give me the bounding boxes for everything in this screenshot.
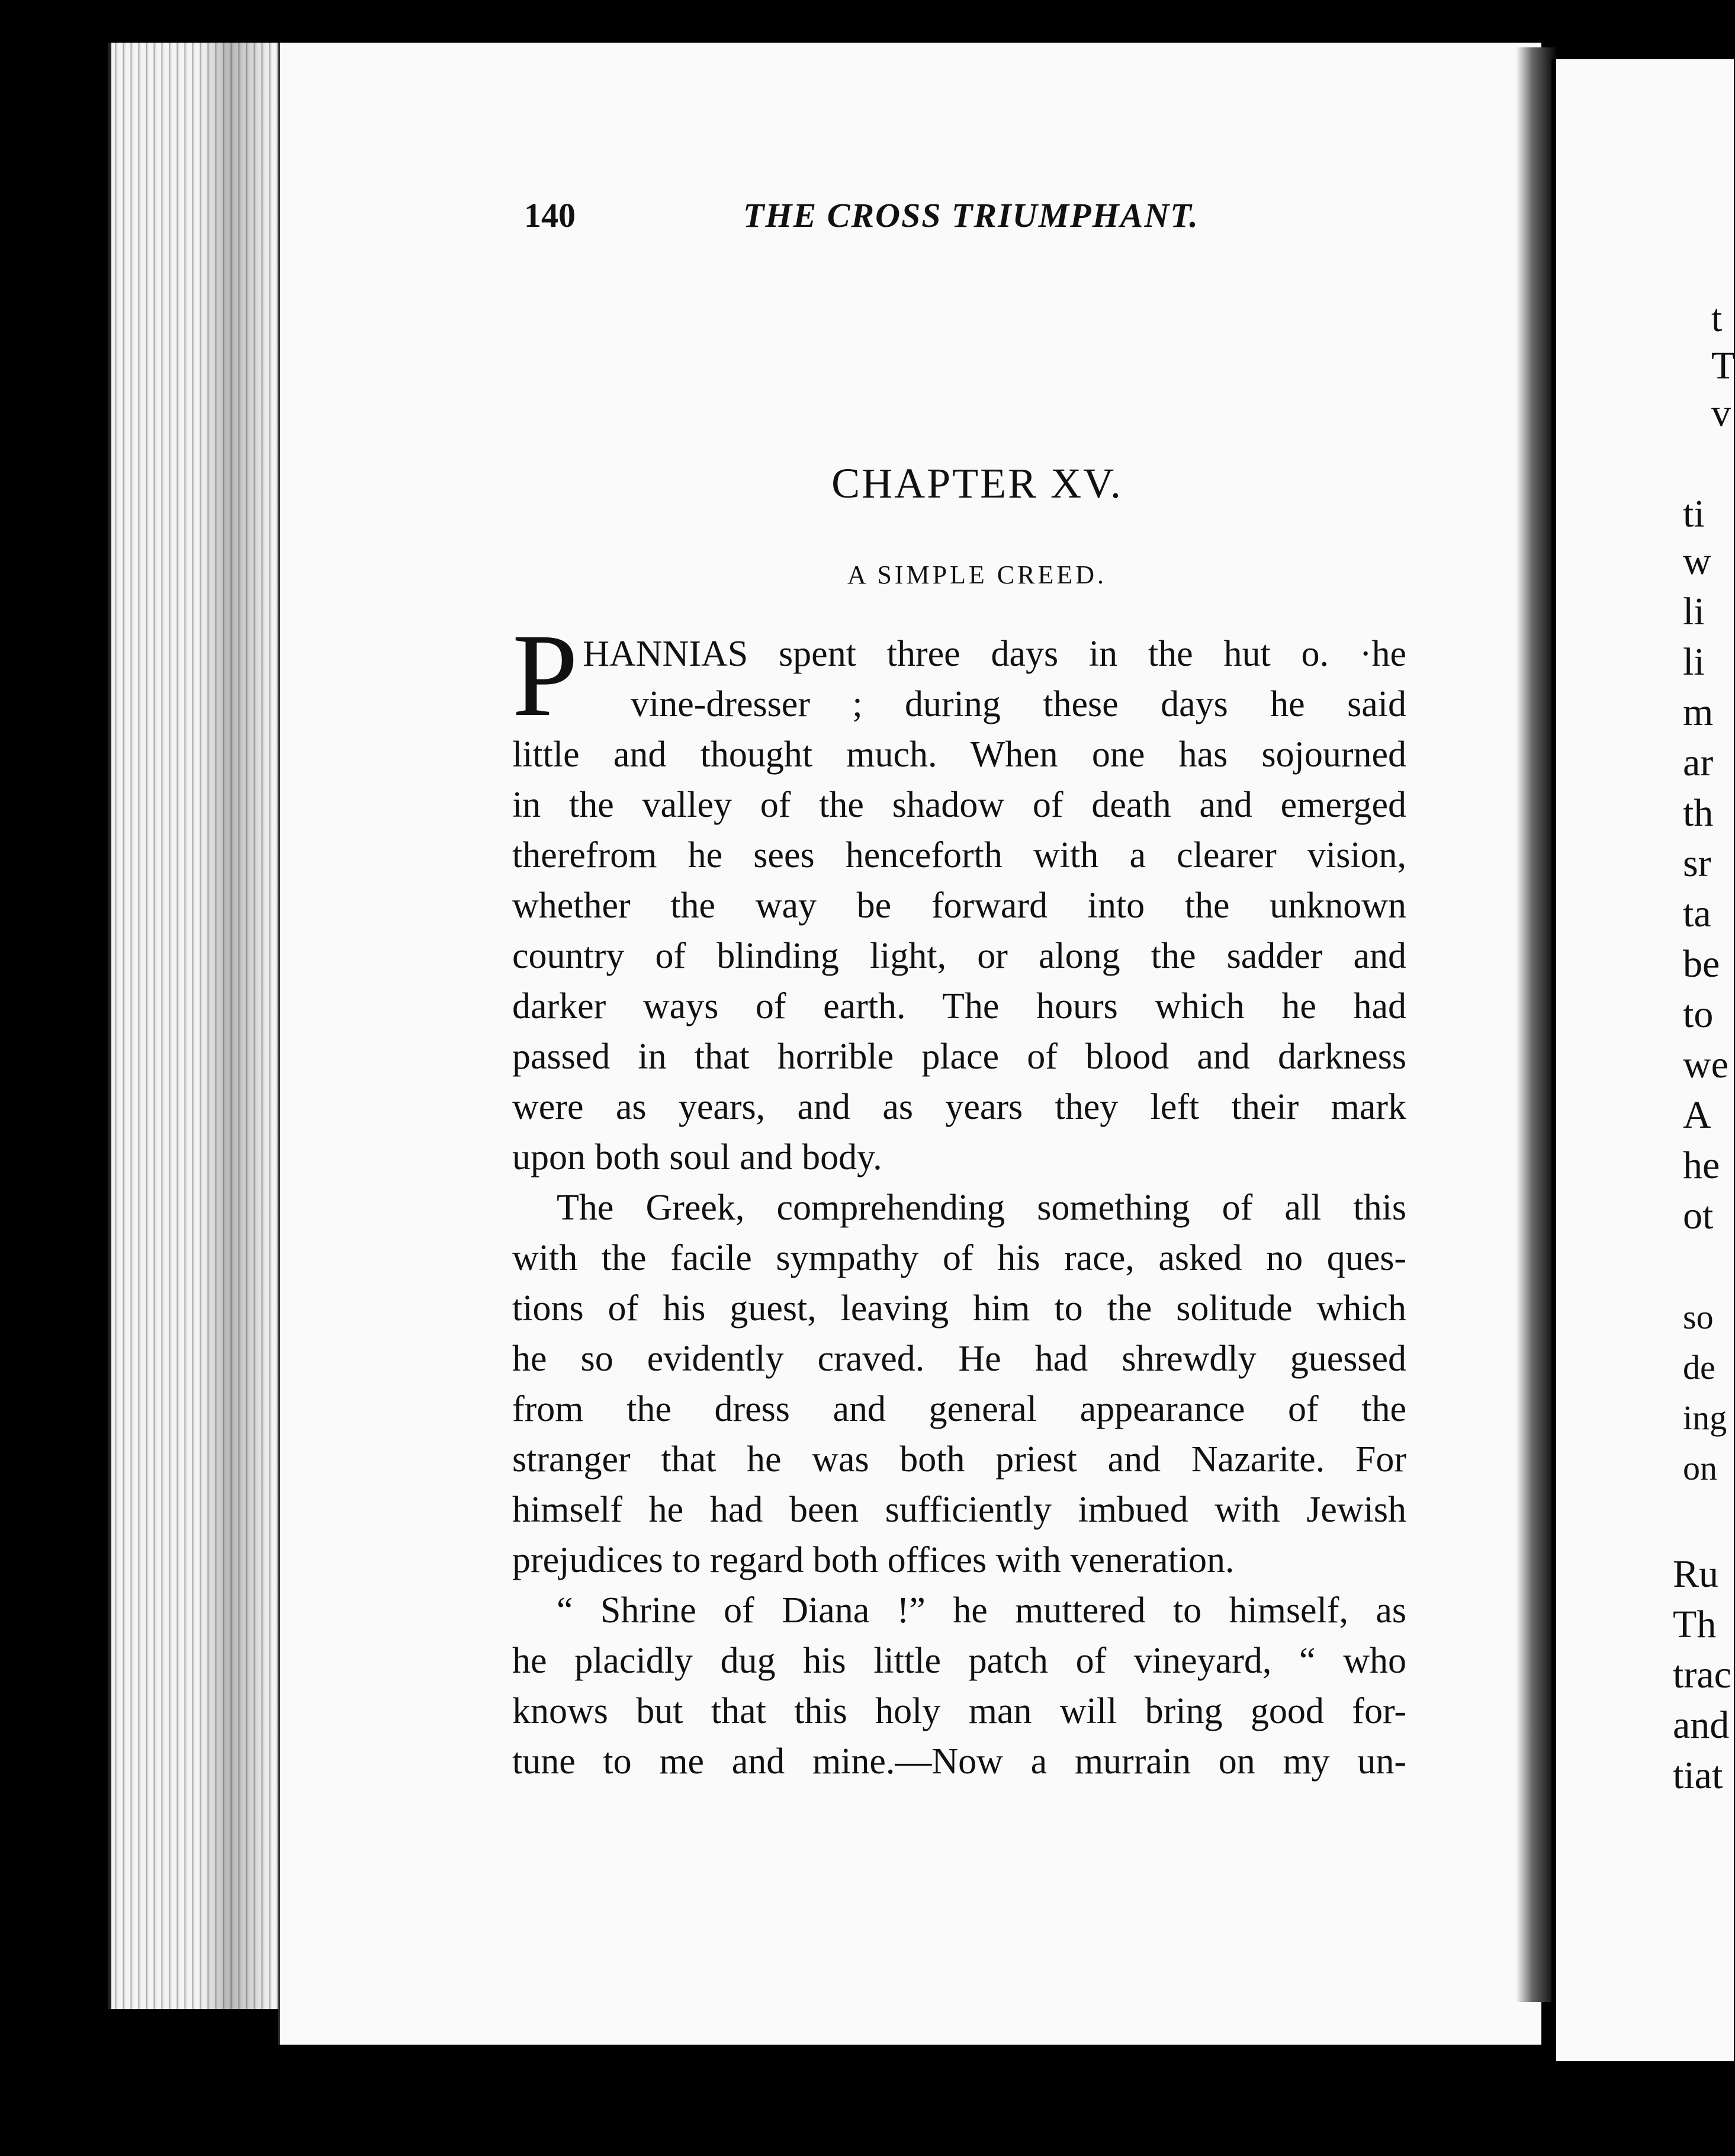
facing-page-fragment: m: [1683, 691, 1714, 734]
page-number: 140: [524, 196, 576, 235]
facing-page-fragment: th: [1683, 791, 1714, 835]
facing-page-fragment: so: [1683, 1298, 1714, 1336]
text-line: prejudices to regard both offices with veneration.: [512, 1540, 1235, 1580]
drop-cap: P: [512, 610, 579, 741]
text-line: country of blinding light, or along the sadder and: [512, 936, 1406, 976]
facing-page-fragment: sr: [1683, 842, 1711, 885]
paragraph-1: [512, 610, 1406, 1183]
facing-page-fragment: be: [1683, 942, 1720, 986]
text-line: tions of his guest, leaving him to the solitude which: [512, 1288, 1406, 1329]
facing-page-fragment: and: [1673, 1703, 1730, 1747]
running-title: THE CROSS TRIUMPHANT.: [743, 196, 1199, 235]
facing-page-fragment: de: [1683, 1348, 1715, 1387]
text-line: he placidly dug his little patch of vineyard, “ who: [512, 1641, 1406, 1681]
text-line: vine-dresser ; during these days he said: [631, 684, 1406, 724]
facing-page-fragment: ti: [1683, 492, 1705, 535]
text-line: whether the way be forward into the unknown: [512, 886, 1406, 926]
chapter-subtitle: A SIMPLE CREED.: [847, 560, 1107, 589]
text-line: tune to me and mine.—Now a murrain on my un-: [512, 1741, 1406, 1782]
text-line: knows but that this holy man will bring good for-: [512, 1691, 1406, 1731]
facing-page-fragment: T: [1711, 344, 1735, 387]
text-line: upon both soul and body.: [512, 1137, 882, 1178]
text-line: therefrom he sees henceforth with a clearer vision,: [512, 835, 1406, 875]
facing-page-fragment: Ru: [1673, 1552, 1719, 1596]
facing-page-fragment: to: [1683, 993, 1714, 1036]
facing-page-fragment: ot: [1683, 1194, 1714, 1237]
text-line: The Greek, comprehending something of all this: [557, 1188, 1406, 1228]
facing-page-fragment: ar: [1683, 741, 1714, 784]
text-line: himself he had been sufficiently imbued with Jewish: [512, 1490, 1406, 1530]
edge-shadow: [201, 43, 272, 2009]
text-line: he so evidently craved. He had shrewdly guessed: [512, 1339, 1406, 1379]
facing-page-fragment: li: [1683, 640, 1705, 684]
text-line: in the valley of the shadow of death and emerged: [512, 785, 1406, 825]
text-line: little and thought much. When one has sojourned: [512, 734, 1406, 775]
facing-page-fragment: Th: [1673, 1603, 1717, 1646]
facing-page-fragment: on: [1683, 1449, 1717, 1487]
facing-page-fragment: w: [1683, 540, 1711, 583]
paragraph-2: [512, 1183, 1406, 1586]
facing-page-fragment: tiat: [1673, 1754, 1723, 1797]
facing-page-fragment: ta: [1683, 892, 1711, 935]
text-line: darker ways of earth. The hours which he had: [512, 986, 1406, 1026]
text-line: were as years, and as years they left their mark: [512, 1087, 1406, 1127]
chapter-title: CHAPTER XV.: [831, 460, 1123, 507]
facing-page-fragment: ing: [1683, 1398, 1727, 1437]
paragraph-3: [512, 1586, 1406, 1787]
body-text: [512, 610, 1406, 1787]
facing-page-fragment: A: [1683, 1093, 1711, 1137]
facing-page-fragment: t: [1711, 297, 1723, 340]
text-line: “ Shrine of Diana !” he muttered to himself, as: [557, 1590, 1406, 1631]
facing-page-fragment: he: [1683, 1144, 1720, 1187]
text-line: HANNIAS spent three days in the hut o. ·he: [583, 634, 1406, 674]
text-line: from the dress and general appearance of the: [512, 1389, 1406, 1429]
facing-page-fragment: li: [1683, 590, 1705, 633]
facing-page-fragment: we: [1683, 1043, 1728, 1086]
text-line: passed in that horrible place of blood and darkness: [512, 1037, 1406, 1077]
facing-page-fragment: v: [1711, 392, 1731, 435]
text-line: stranger that he was both priest and Nazarite. For: [512, 1439, 1406, 1480]
facing-page-fragment: trac: [1673, 1653, 1731, 1696]
text-line: with the facile sympathy of his race, asked no ques-: [512, 1238, 1406, 1278]
